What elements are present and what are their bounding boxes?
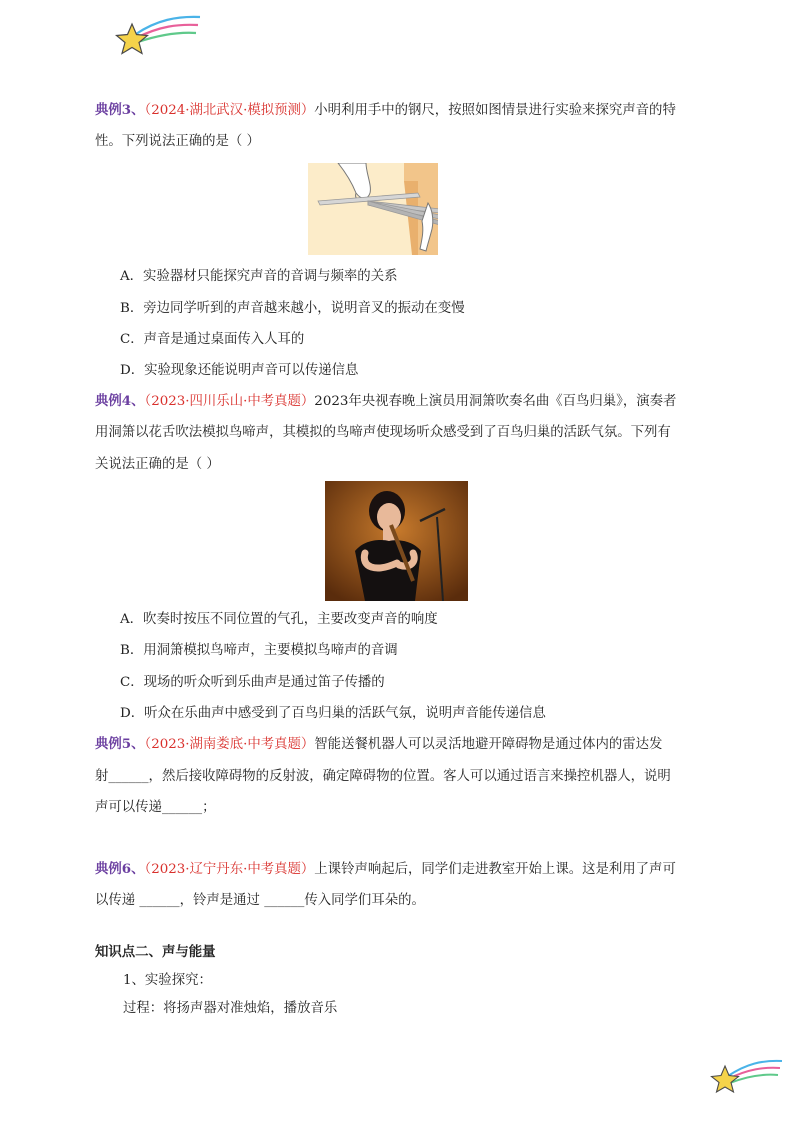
example-4-option-b[interactable]: B．用洞箫模拟鸟啼声，主要模拟鸟啼声的音调 xyxy=(120,643,398,658)
performer-photo xyxy=(325,481,468,601)
example-4-option-c[interactable]: C．现场的听众听到乐曲声是通过笛子传播的 xyxy=(120,675,385,690)
example-4-line-2: 用洞箫以花舌吹法模拟鸟啼声，其模拟的鸟啼声使现场听众感受到了百鸟归巢的活跃气氛。下列有 xyxy=(95,425,671,440)
example-3-source: （2024·湖北武汉·模拟预测） xyxy=(144,103,315,118)
example-5-text-1: 智能送餐机器人可以灵活地避开障碍物是通过体内的雷达发 xyxy=(314,737,663,752)
example-6-line-2: 以传递 ______，铃声是通过 ______传入同学们耳朵的。 xyxy=(95,893,425,908)
example-6-text-1: 上课铃声响起后，同学们走进教室开始上课。这是利用了声可 xyxy=(314,862,676,877)
example-4-source: （2023·四川乐山·中考真题） xyxy=(144,394,315,409)
example-3-option-d[interactable]: D．实验现象还能说明声音可以传递信息 xyxy=(120,363,359,378)
example-3-line-2: 性。下列说法正确的是（ ） xyxy=(95,134,260,149)
section-2-item-1: 1、实验探究： xyxy=(123,973,212,988)
example-6-source: （2023·辽宁丹东·中考真题） xyxy=(144,862,315,877)
example-3-line-1 xyxy=(95,104,676,117)
ruler-experiment-figure xyxy=(308,163,438,255)
example-5-source: （2023·湖南娄底·中考真题） xyxy=(144,737,315,752)
example-5-line-1 xyxy=(95,738,662,751)
section-2-title: 知识点二、声与能量 xyxy=(95,944,216,960)
example-3-label: 典例3、 xyxy=(95,102,145,118)
example-4-line-3: 关说法正确的是（ ） xyxy=(95,457,220,472)
example-4-option-d[interactable]: D．听众在乐曲声中感受到了百鸟归巢的活跃气氛，说明声音能传递信息 xyxy=(120,706,546,721)
example-5-line-2: 射______，然后接收障碍物的反射波，确定障碍物的位置。客人可以通过语言来操控机器人，说明 xyxy=(95,769,671,784)
shooting-star-icon xyxy=(112,14,202,60)
example-6-line-1 xyxy=(95,863,676,876)
example-3-text-1: 小明利用手中的钢尺，按照如图情景进行实验来探究声音的特 xyxy=(314,103,676,118)
shooting-star-icon xyxy=(708,1058,784,1098)
example-4-option-a[interactable]: A．吹奏时按压不同位置的气孔，主要改变声音的响度 xyxy=(120,612,438,627)
example-3-option-c[interactable]: C．声音是通过桌面传入人耳的 xyxy=(120,332,305,347)
example-3-option-a[interactable]: A．实验器材只能探究声音的音调与频率的关系 xyxy=(120,269,398,284)
section-2-process: 过程：将扬声器对准烛焰，播放音乐 xyxy=(123,1001,338,1016)
example-4-label: 典例4、 xyxy=(95,393,145,409)
example-4-line-1 xyxy=(95,395,676,408)
example-3-option-b[interactable]: B．旁边同学听到的声音越来越小，说明音叉的振动在变慢 xyxy=(120,301,465,316)
example-6-label: 典例6、 xyxy=(95,861,145,877)
example-4-text-1: 2023年央视春晚上演员用洞箫吹奏名曲《百鸟归巢》，演奏者 xyxy=(314,394,677,409)
example-5-label: 典例5、 xyxy=(95,736,145,752)
example-5-line-3: 声可以传递______； xyxy=(95,800,216,815)
